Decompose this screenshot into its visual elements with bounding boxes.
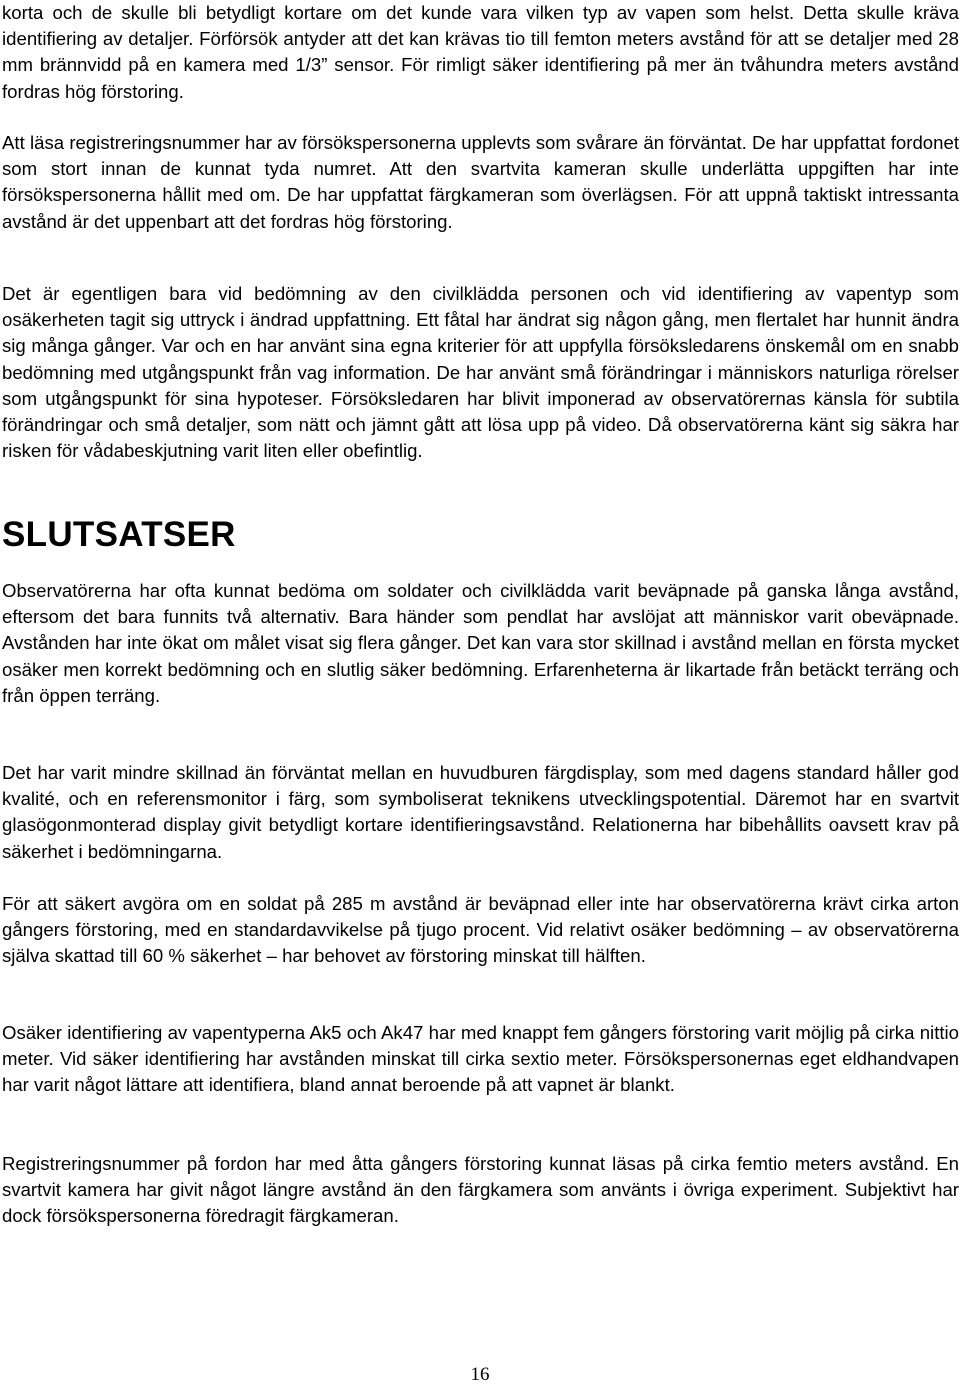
- paragraph-registration-numbers: Att läsa registreringsnummer har av försökspersonerna upplevts som svårare än förväntat. De har uppfattat fordonet som stort innan de kunnat tyda numret. Att den svartvita kameran skulle underlätta uppgiften har inte försökspersonerna hållit med om. De har uppfattat färgkameran som överlägsen. För att uppnå taktiskt intressanta avstånd är det uppenbart att det fordras hög förstoring.: [2, 132, 959, 232]
- paragraph-conclusion-weapon-types: Osäker identifiering av vapentyperna Ak5 och Ak47 har med knappt fem gångers förstoring varit möjlig på cirka nittio meter. Vid säker identifiering har avstånden minskat till cirka sextio meter. Försökspersonernas eget eldhandvapen har varit något lättare att identifiera, bland annat beroende på att vapnet är blankt.: [2, 1022, 959, 1096]
- paragraph-conclusion-magnification: För att säkert avgöra om en soldat på 285 m avstånd är beväpnad eller inte har observatörerna krävt cirka arton gångers förstoring, med en standardavvikelse på tjugo procent. Vid relativt osäker bedömning – av observatörerna själva skattad till 60 % säkerhet – har behovet av förstoring minskat till hälften.: [2, 893, 959, 967]
- section-heading-conclusions: SLUTSATSER: [2, 515, 236, 554]
- page-number: 16: [470, 1364, 490, 1385]
- paragraph-conclusion-armed: Observatörerna har ofta kunnat bedöma om soldater och civilklädda varit beväpnade på ganska långa avstånd, eftersom det bara funnits två alternativ. Bara händer som pendlat har avslöjat att människor varit obeväpnade. Avstånden har inte ökat om målet visat sig flera gånger. Det kan vara stor skillnad i avstånd mellan en första mycket osäker men korrekt bedömning och en slutlig säker bedömning. Erfarenheterna är likartade från betäckt terräng och från öppen terräng.: [2, 580, 959, 706]
- paragraph-conclusion-displays: Det har varit mindre skillnad än förväntat mellan en huvudburen färgdisplay, som med dagens standard håller god kvalité, och en referensmonitor i färg, som symboliserat teknikens utvecklingspotential. Däremot har en svartvit glasögonmonterad display givit betydligt kortare identifieringsavstånd. Relationerna har bibehållits oavsett krav på säkerhet i bedömningarna.: [2, 762, 959, 862]
- paragraph-uncertainty: Det är egentligen bara vid bedömning av den civilklädda personen och vid identifiering av vapentyp som osäkerheten tagit sig uttryck i ändrad uppfattning. Ett fåtal har ändrat sig någon gång, men flertalet har hunnit ändra sig många gånger. Var och en har använt sina egna kriterier för att uppfylla försöksledarens önskemål om en snabb bedömning med utgångspunkt från vag information. De har använt små förändringar i människors naturliga rörelser som utgångspunkt för sina hypoteser. Försöksledaren har blivit imponerad av observatörernas känsla för subtila förändringar och små detaljer, som nätt och jämnt gått att lösa upp på video. Då observatörerna känt sig säkra har risken för vådabeskjutning varit liten eller obefintlig.: [2, 283, 959, 462]
- paragraph-weapon-identification: korta och de skulle bli betydligt kortare om det kunde vara vilken typ av vapen som helst. Detta skulle kräva identifiering av detaljer. Förförsök antyder att det kan krävas tio till femton meters avstånd för att se detaljer med 28 mm brännvidd på en kamera med 1/3” sensor. För rimligt säker identifiering på mer än tvåhundra meters avstånd fordras hög förstoring.: [2, 2, 959, 102]
- paragraph-conclusion-license-plates: Registreringsnummer på fordon har med åtta gångers förstoring kunnat läsas på cirka femtio meters avstånd. En svartvit kamera har givit något längre avstånd än den färgkamera som använts i övriga experiment. Subjektivt har dock försökspersonerna föredragit färgkameran.: [2, 1153, 959, 1227]
